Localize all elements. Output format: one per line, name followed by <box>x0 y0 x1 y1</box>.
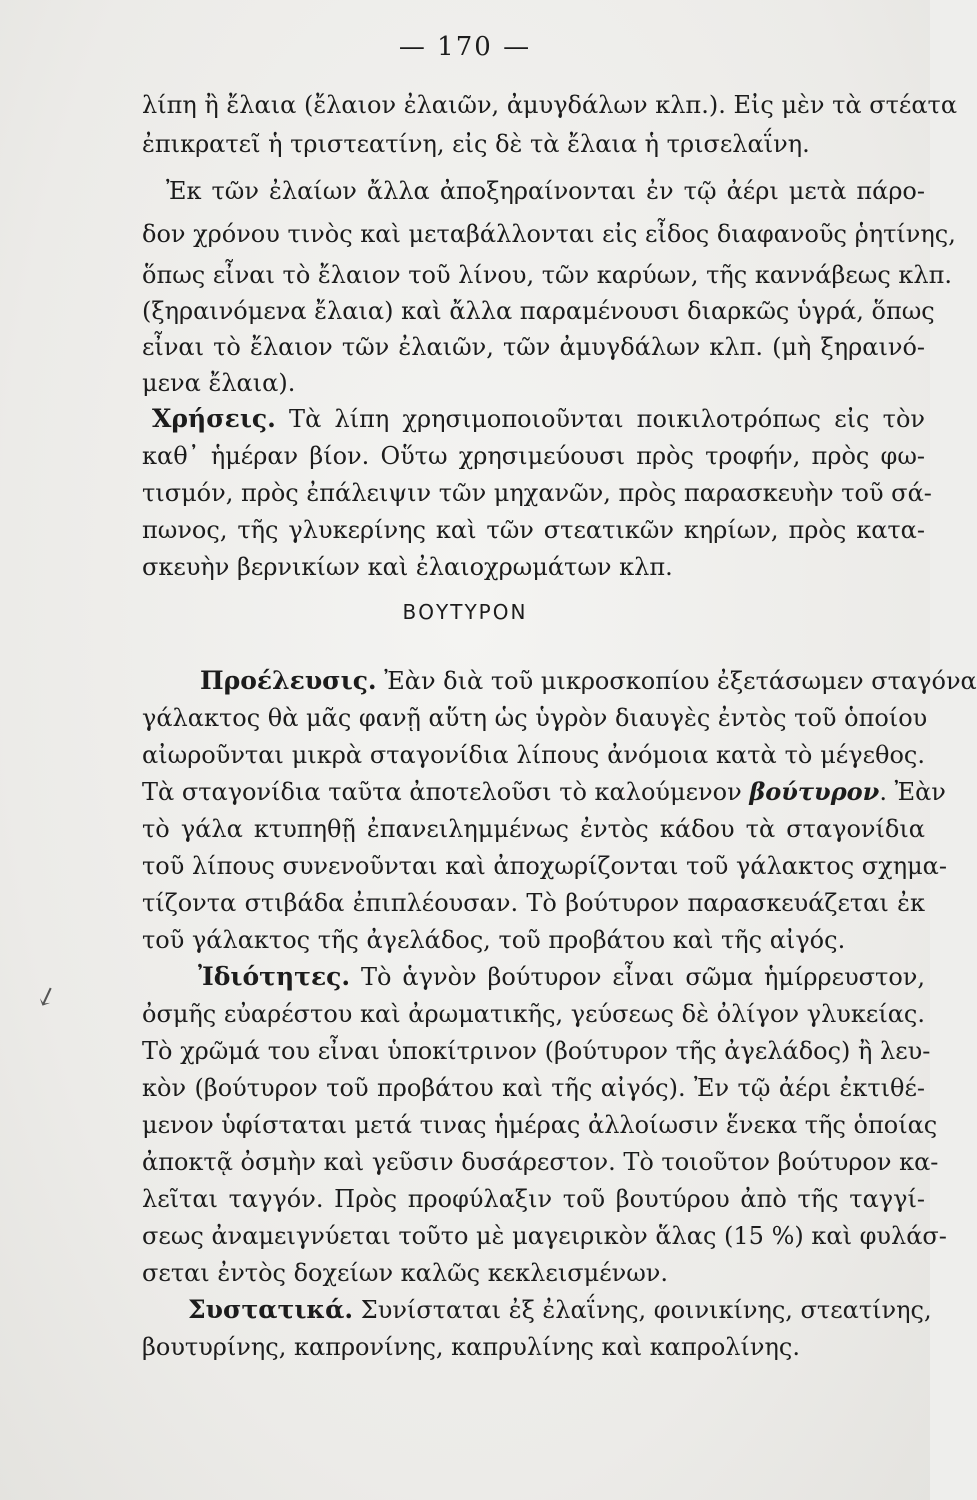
text-line: μενον ὑφίσταται μετά τινας ἡμέρας ἀλλοίωσιν ἕνεκα τῆς ὁποίας <box>142 1111 938 1139</box>
text-line: σεται ἐντὸς δοχείων καλῶς κεκλεισμένων. <box>142 1259 669 1287</box>
origin-term-line-post: . Ἐὰν <box>879 778 946 806</box>
components-paragraph-first-line <box>142 1293 932 1327</box>
text-line: (ξηραινόμενα ἔλαια) καὶ ἄλλα παραμένουσι διαρκῶς ὑγρά, ὅπως <box>142 297 935 325</box>
origin-term-line <box>142 775 946 809</box>
text-line: πωνος, τῆς γλυκερίνης καὶ τῶν στεατικῶν κηρίων, πρὸς κατα- <box>142 516 925 544</box>
text-line: τισμόν, πρὸς ἐπάλειψιν τῶν μηχανῶν, πρὸς παρασκευὴν τοῦ σά- <box>142 479 932 507</box>
text-line: λεῖται ταγγόν. Πρὸς προφύλαξιν τοῦ βουτύρου ἀπὸ τῆς ταγγί- <box>142 1185 925 1213</box>
page-number: — 170 — <box>398 32 532 62</box>
text-line: σεως ἀναμειγνύεται τοῦτο μὲ μαγειρικὸν ἅλας (15 %) καὶ φυλάσ- <box>142 1222 947 1250</box>
text-line: σκευὴν βερνικίων καὶ ἐλαιοχρωμάτων κλπ. <box>142 553 673 581</box>
text-line: τοῦ γάλακτος τῆς ἀγελάδος, τοῦ προβάτου καὶ τῆς αἰγός. <box>142 926 846 954</box>
text-line: ἐπικρατεῖ ἡ τριστεατίνη, εἰς δὲ τὰ ἔλαια ἡ τρισελαΐνη. <box>142 130 810 158</box>
origin-heading: Προέλευσις. <box>200 666 377 695</box>
text-line: μενα ἔλαια). <box>142 369 296 397</box>
section-title: ΒΟΥΤΥΡΟΝ <box>402 600 528 624</box>
origin-term-line-pre: Τὰ σταγονίδια ταῦτα ἀποτελοῦσι τὸ καλούμενον <box>142 778 750 806</box>
text-line: γάλακτος θὰ μᾶς φανῇ αὕτη ὡς ὑγρὸν διαυγὲς ἐντὸς τοῦ ὁποίου <box>142 704 928 732</box>
text-line: λίπη ἢ ἔλαια (ἔλαιον ἐλαιῶν, ἀμυγδάλων κλπ.). Εἰς μὲν τὰ στέατα <box>142 91 958 119</box>
properties-heading: Ἰδιότητες. <box>198 962 351 991</box>
uses-first-line-text: Τὰ λίπη χρησιμοποιοῦνται ποικιλοτρόπως εἰς τὸν <box>275 405 925 433</box>
text-line: ἀποκτᾷ ὀσμὴν καὶ γεῦσιν δυσάρεστον. Τὸ τοιοῦτον βούτυρον κα- <box>142 1148 939 1176</box>
text-line: δον χρόνου τινὸς καὶ μεταβάλλονται εἰς εἶδος διαφανοῦς ῥητίνης, <box>142 220 956 248</box>
text-line: εἶναι τὸ ἔλαιον τῶν ἐλαιῶν, τῶν ἀμυγδάλων κλπ. (μὴ ξηραινό- <box>142 333 925 361</box>
text-line: καθ᾽ ἡμέραν βίον. Οὕτω χρησιμεύουσι πρὸς τροφήν, πρὸς φω- <box>142 442 925 470</box>
text-line: τὸ γάλα κτυπηθῇ ἐπανειλημμένως ἐντὸς κάδου τὰ σταγονίδια <box>142 815 925 843</box>
margin-mark: ↙ <box>31 979 63 1015</box>
text-line: κὸν (βούτυρον τοῦ προβάτου καὶ τῆς αἰγός). Ἐν τῷ ἀέρι ἐκτιθέ- <box>142 1074 925 1102</box>
text-line: Ἐκ τῶν ἐλαίων ἄλλα ἀποξηραίνονται ἐν τῷ ἀέρι μετὰ πάρο- <box>166 177 925 205</box>
butter-term: βούτυρον <box>749 777 880 806</box>
components-first-line-text: Συνίσταται ἐξ ἐλαΐνης, φοινικίνης, στεατίνης, <box>353 1296 932 1324</box>
text-line: αἰωροῦνται μικρὰ σταγονίδια λίπους ἀνόμοια κατὰ τὸ μέγεθος. <box>142 741 925 769</box>
properties-paragraph-first-line <box>142 960 925 994</box>
components-heading: Συστατικά. <box>188 1295 354 1324</box>
properties-first-line-text: Τὸ ἁγνὸν βούτυρον εἶναι σῶμα ἡμίρρευστον, <box>350 963 925 991</box>
origin-first-line-text: Ἐὰν διὰ τοῦ μικροσκοπίου ἐξετάσωμεν σταγόνα <box>376 667 977 695</box>
text-line: Τὸ χρῶμά του εἶναι ὑποκίτρινον (βούτυρον τῆς ἀγελάδος) ἢ λευ- <box>142 1037 931 1065</box>
text-line: βουτυρίνης, καπρονίνης, καπρυλίνης καὶ καπρολίνης. <box>142 1333 800 1361</box>
text-line: ὅπως εἶναι τὸ ἔλαιον τοῦ λίνου, τῶν καρύων, τῆς καννάβεως κλπ. <box>142 261 952 289</box>
uses-heading: Χρήσεις. <box>152 404 276 433</box>
text-line: τοῦ λίπους συνενοῦνται καὶ ἀποχωρίζονται τοῦ γάλακτος σχημα- <box>142 852 947 880</box>
text-line: τίζοντα στιβάδα ἐπιπλέουσαν. Τὸ βούτυρον παρασκευάζεται ἐκ <box>142 889 925 917</box>
text-line: ὀσμῆς εὐαρέστου καὶ ἀρωματικῆς, γεύσεως δὲ ὀλίγον γλυκείας. <box>142 1000 925 1028</box>
origin-paragraph-first-line <box>142 664 977 698</box>
butter-section <box>142 0 977 1500</box>
